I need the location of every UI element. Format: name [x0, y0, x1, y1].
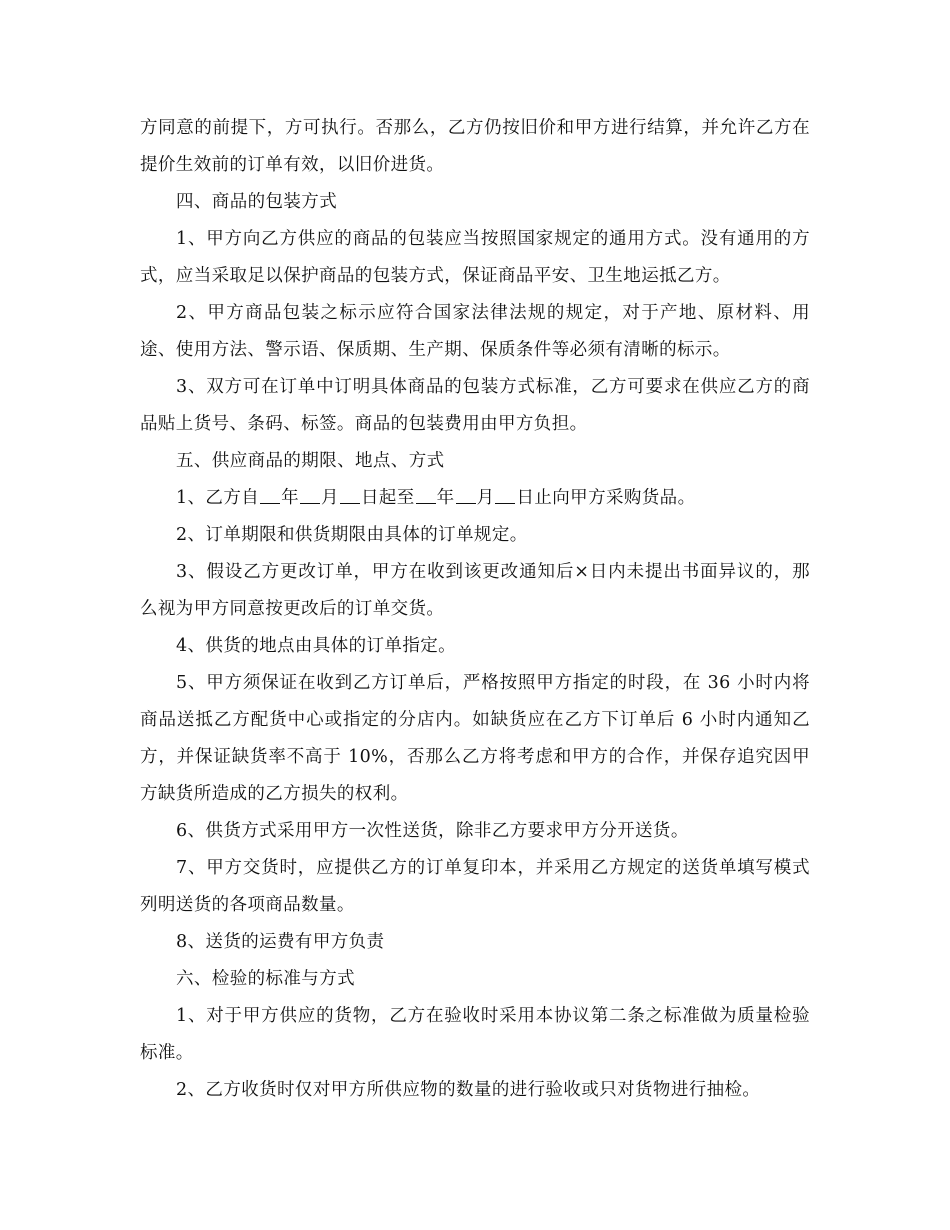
heading-inspection: 六、检验的标准与方式	[176, 969, 355, 989]
paragraph-supply-period-7: 7、甲方交货时，应提供乙方的订单复印本，并采用乙方规定的送货单填写模式列明送货的各项商品数量。	[140, 858, 810, 915]
day-blank-end	[495, 487, 515, 504]
paragraph-supply-period-1	[140, 480, 810, 517]
period-text-7: 日止向甲方采购货品。	[516, 488, 696, 508]
paragraph-supply-period-5: 5、甲方须保证在收到乙方订单后，严格按照甲方指定的时段，在 36 小时内将商品送抵乙方配货中心或指定的分店内。如缺货应在乙方下订单后 6 小时内通知乙方，并保证缺货率不高于 10%，否那么乙方将考虑和甲方的合作，并保存追究因甲方缺货所造成的乙方损失的权利。	[140, 673, 810, 804]
paragraph-supply-period-2: 2、订单期限和供货期限由具体的订单规定。	[176, 525, 528, 545]
document-page	[140, 110, 810, 1109]
paragraph-supply-period-6: 6、供货方式采用甲方一次性送货，除非乙方要求甲方分开送货。	[176, 821, 689, 841]
paragraph-packaging-1: 1、甲方向乙方供应的商品的包装应当按照国家规定的通用方式。没有通用的方式，应当采取足以保护商品的包装方式，保证商品平安、卫生地运抵乙方。	[140, 229, 810, 286]
paragraph-inspection-2: 2、乙方收货时仅对甲方所供应物的数量的进行验收或只对货物进行抽检。	[176, 1080, 761, 1100]
paragraph-supply-period-8: 8、送货的运费有甲方负责	[176, 932, 385, 952]
period-text-4: 日起至	[360, 488, 415, 508]
paragraph-packaging-2: 2、甲方商品包装之标示应符合国家法律法规的规定，对于产地、原材料、用途、使用方法、警示语、保质期、生产期、保质条件等必须有清晰的标示。	[140, 303, 810, 360]
paragraph-supply-period-4: 4、供货的地点由具体的订单指定。	[176, 636, 457, 656]
heading-supply-period: 五、供应商品的期限、地点、方式	[176, 451, 445, 471]
period-text-5: 年	[436, 488, 455, 508]
day-blank-start	[340, 487, 360, 504]
paragraph-packaging-3: 3、双方可在订单中订明具体商品的包装方式标准，乙方可要求在供应乙方的商品贴上货号、条码、标签。商品的包装费用由甲方负担。	[140, 377, 810, 434]
paragraph-price-continuation: 方同意的前提下，方可执行。否那么，乙方仍按旧价和甲方进行结算，并允许乙方在提价生效前的订单有效，以旧价进货。	[140, 118, 810, 175]
heading-packaging: 四、商品的包装方式	[176, 192, 338, 212]
period-text-3: 月	[321, 488, 339, 508]
paragraph-supply-period-3: 3、假设乙方更改订单，甲方在收到该更改通知后×日内未提出书面异议的，那么视为甲方同意按更改后的订单交货。	[140, 562, 810, 619]
year-blank-end	[416, 487, 436, 504]
month-blank-end	[456, 487, 476, 504]
paragraph-inspection-1: 1、对于甲方供应的货物，乙方在验收时采用本协议第二条之标准做为质量检验标准。	[140, 1006, 810, 1063]
period-text-1: 1、乙方自	[176, 488, 260, 508]
year-blank-start	[260, 487, 280, 504]
period-text-2: 年	[281, 488, 300, 508]
period-text-6: 月	[476, 488, 495, 508]
month-blank-start	[300, 487, 320, 504]
